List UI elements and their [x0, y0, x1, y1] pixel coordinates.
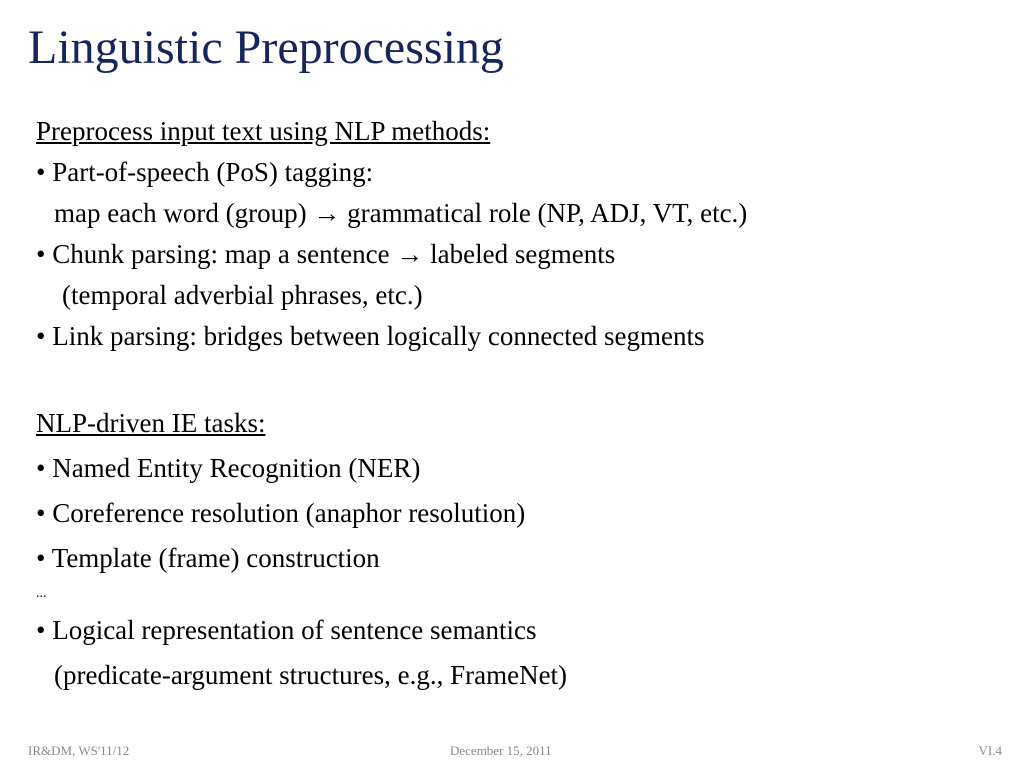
section-heading-preprocess: Preprocess input text using NLP methods: — [36, 116, 491, 146]
bullet-coreference: • Coreference resolution (anaphor resolution) — [36, 498, 526, 528]
ellipsis: ... — [36, 586, 47, 601]
bullet-logical-representation-detail: (predicate-argument structures, e.g., FrameNet) — [54, 660, 568, 690]
section-heading-ie-tasks: NLP-driven IE tasks: — [36, 408, 266, 438]
bullet-pos-tagging: • Part-of-speech (PoS) tagging: — [36, 157, 374, 187]
footer-date: December 15, 2011 — [450, 743, 552, 758]
footer-course: IR&DM, WS'11/12 — [28, 743, 130, 758]
slide-title: Linguistic Preprocessing — [28, 21, 504, 74]
bullet-logical-representation: • Logical representation of sentence semantics — [36, 615, 537, 645]
bullet-link-parsing: • Link parsing: bridges between logically connected segments — [36, 321, 705, 351]
bullet-chunk-parsing: • Chunk parsing: map a sentence → labeled segments — [36, 239, 616, 269]
bullet-chunk-parsing-detail: (temporal adverbial phrases, etc.) — [62, 280, 423, 310]
bullet-template: • Template (frame) construction — [36, 543, 380, 573]
bullet-ner: • Named Entity Recognition (NER) — [36, 453, 421, 483]
footer-slide-number: VI.4 — [978, 743, 1002, 758]
bullet-pos-tagging-detail: map each word (group) → grammatical role (NP, ADJ, VT, etc.) — [54, 198, 748, 228]
